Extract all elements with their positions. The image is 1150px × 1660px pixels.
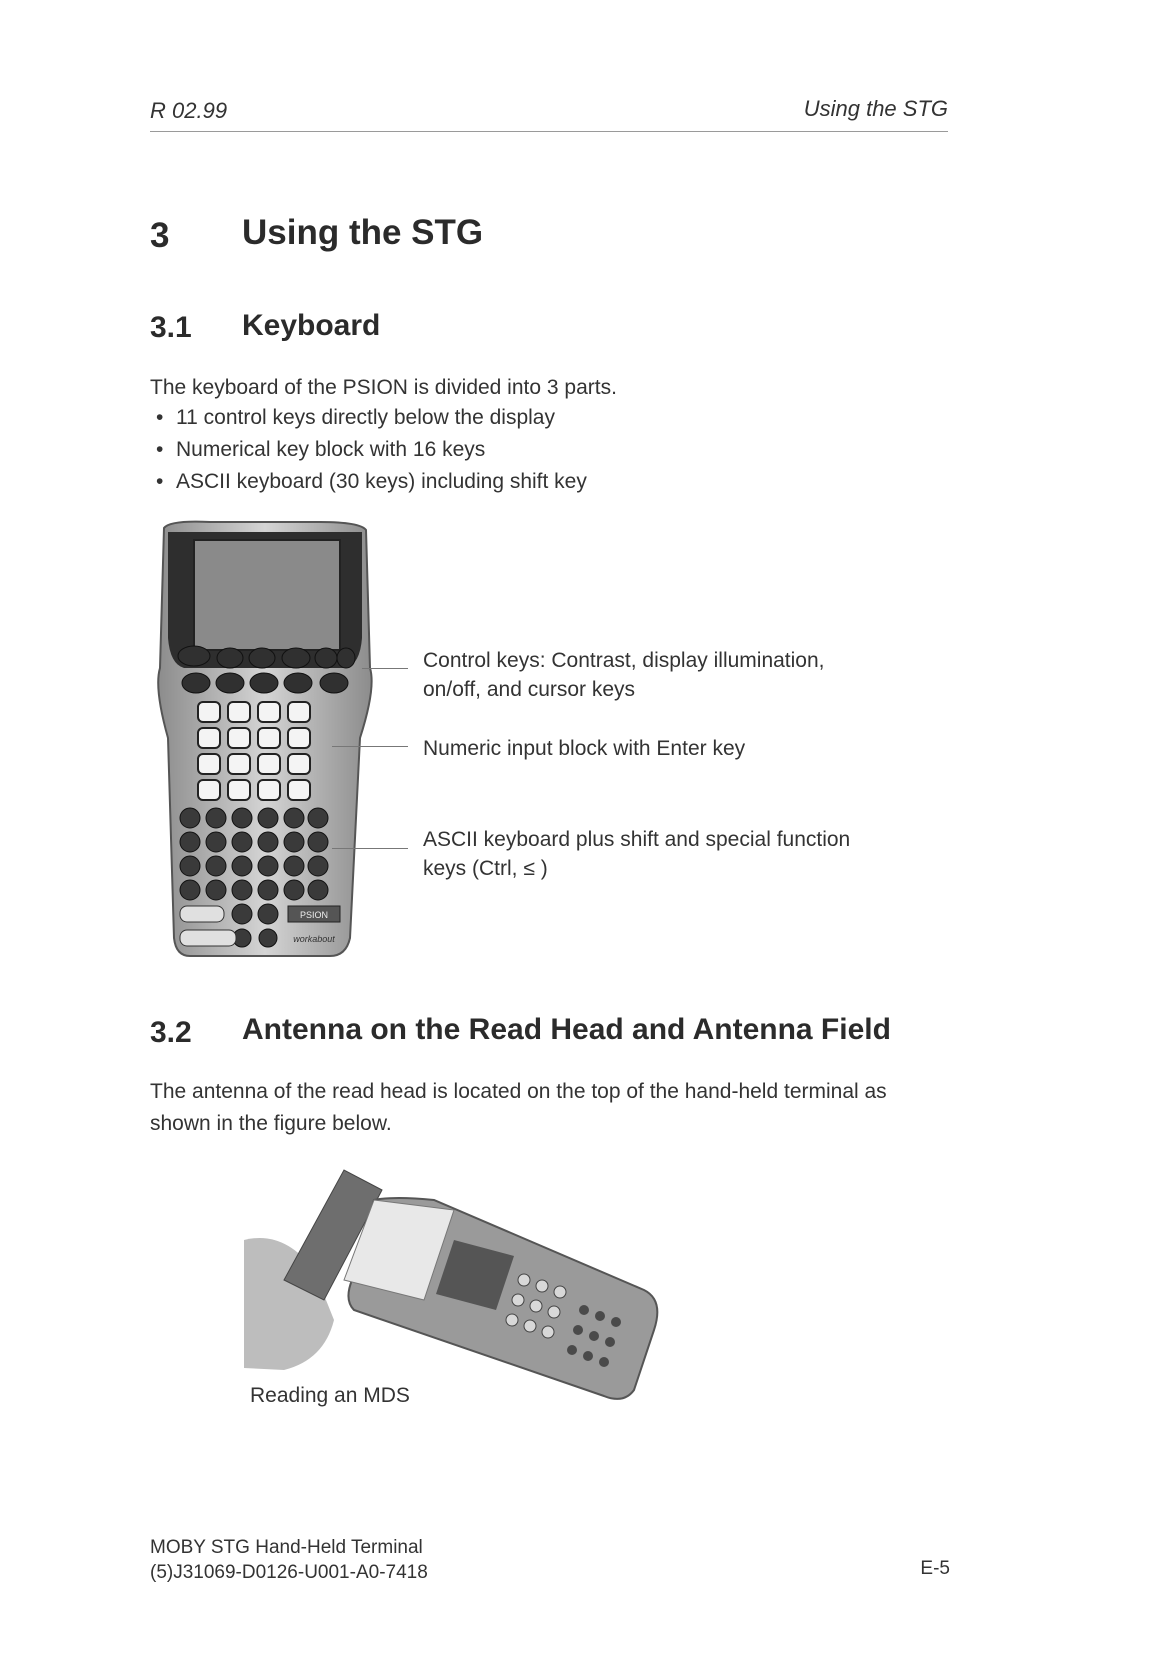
bullet-dot-icon: •	[156, 470, 164, 493]
callout-leader	[362, 668, 408, 669]
header-right: Using the STG	[803, 96, 948, 121]
chapter-title: Using the STG	[242, 213, 484, 252]
bullet-item: • 11 control keys directly below the display	[150, 402, 587, 434]
section-2-title: Antenna on the Read Head and Antenna Field	[242, 1013, 891, 1046]
section-1-intro: The keyboard of the PSION is divided into 3 parts.	[150, 376, 617, 399]
section-1-number: 3.1	[150, 311, 192, 344]
header-left: R 02.99	[150, 98, 228, 123]
device-model-label: workabout	[293, 934, 335, 944]
reading-mds-photo	[244, 1160, 684, 1400]
bullet-item: • Numerical key block with 16 keys	[150, 434, 587, 466]
page-number: E-5	[920, 1558, 950, 1579]
callout-control-keys: Control keys: Contrast, display illumination, on/off, and cursor keys	[423, 649, 825, 701]
chapter-number: 3	[150, 216, 170, 255]
callout-numeric-block: Numeric input block with Enter key	[423, 737, 746, 760]
footer-left: MOBY STG Hand-Held Terminal (5)J31069-D0126-U001-A0-7418	[150, 1537, 428, 1583]
figure-2-caption: Reading an MDS	[250, 1384, 410, 1407]
psion-keyboard-figure	[150, 518, 380, 958]
section-1-bullets	[150, 402, 587, 498]
callout-leader	[332, 848, 408, 849]
bullet-dot-icon: •	[156, 438, 164, 461]
section-1-title: Keyboard	[242, 309, 381, 342]
callout-ascii-keyboard: ASCII keyboard plus shift and special function keys (Ctrl, ≤ )	[423, 828, 851, 880]
callout-leader	[332, 746, 408, 747]
device-brand-label: PSION	[299, 910, 329, 920]
bullet-item: • ASCII keyboard (30 keys) including shift key	[150, 466, 587, 498]
section-2-number: 3.2	[150, 1016, 192, 1049]
header-rule	[150, 131, 948, 132]
bullet-dot-icon: •	[156, 406, 164, 429]
section-2-paragraph: The antenna of the read head is located on the top of the hand-held terminal as shown in the figure below.	[150, 1080, 887, 1135]
